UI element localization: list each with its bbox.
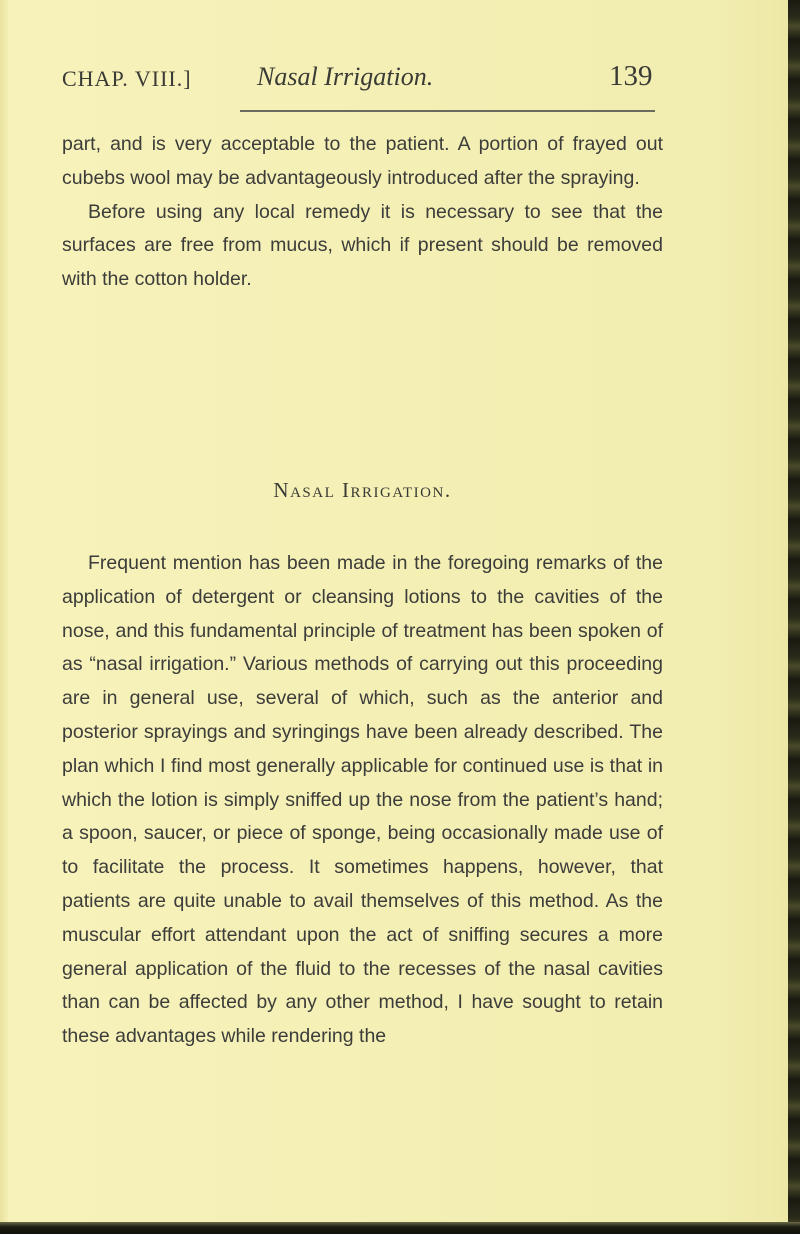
paragraph: Frequent mention has been made in the foregoing remarks of the application of detergent or cleansing lotions to the cavities of the nose, and this fundamental principle of treatment has been spoken of as “nasal irrigation.” Various methods of carrying out this proceeding are in general use, several of which, such as the anterior and posterior sprayings and syringings have been already described. The plan which I find most generally applicable for continued use is that in which the lotion is simply sniffed up the nose from the patient’s hand; a spoon, saucer, or piece of sponge, being occasionally made use of to facilitate the process. It sometimes happens, however, that patients are quite unable to avail themselves of this method. As the muscular effort attendant upon the act of sniffing secures a more general application of the fluid to the recesses of the nasal cavities than can be affected by any other method, I have sought to retain these advantages while rendering the: [62, 552, 663, 1048]
chapter-label: CHAP. VIII.]: [62, 66, 192, 91]
paragraph: part, and is very acceptable to the patient. A portion of frayed out cubebs wool may be advantageously introduced after the spraying.: [62, 133, 663, 189]
page-number: 139: [609, 60, 653, 92]
running-title: Nasal Irrigation.: [257, 62, 434, 91]
header-rule: [240, 110, 655, 112]
paragraph: Before using any local remedy it is necessary to see that the surfaces are free from mucus, which if present should be removed with the cotton holder.: [62, 200, 663, 291]
section-heading: Nasal Irrigation.: [273, 478, 452, 502]
page-left-edge: [0, 0, 8, 1234]
running-head: [62, 60, 662, 100]
book-binding-edge: [788, 0, 800, 1234]
section-text: [62, 547, 663, 1054]
book-bottom-edge: [0, 1222, 800, 1234]
continuation-text: [62, 128, 663, 297]
